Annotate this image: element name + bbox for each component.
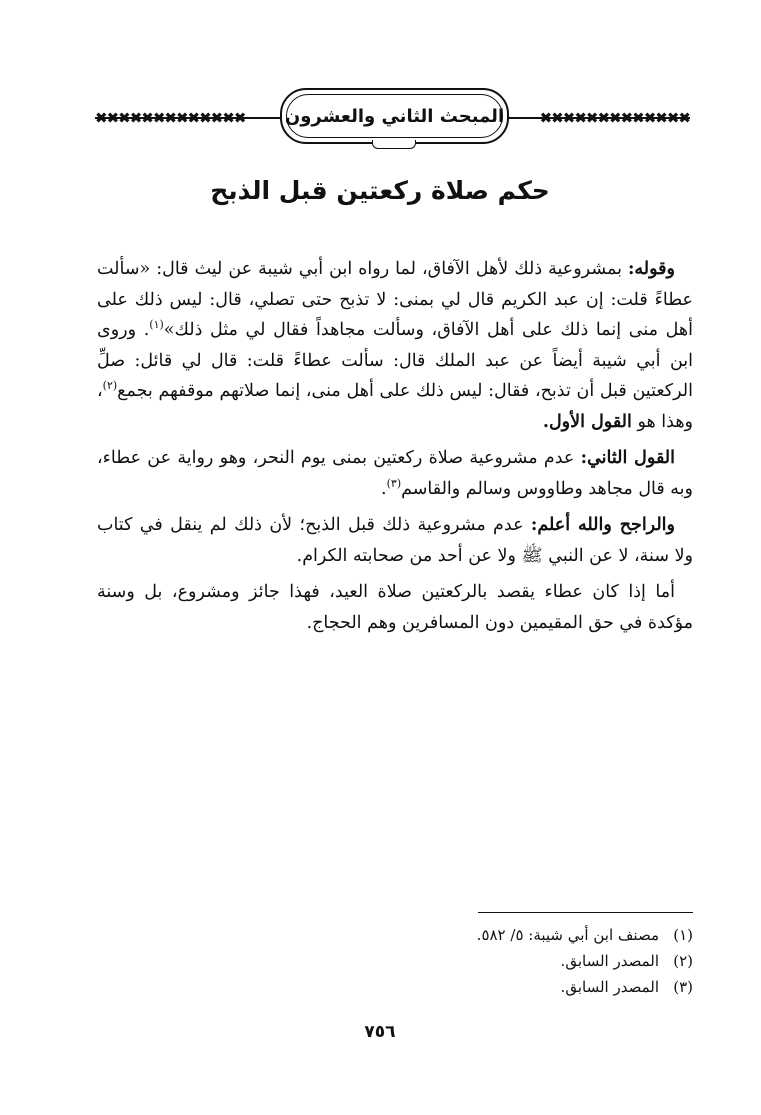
footnote-text: مصنف ابن أبي شيبة: ٥/ ٥٨٢. xyxy=(476,926,659,944)
paragraph-2-end: . xyxy=(381,478,387,499)
footnote-number: (٢) xyxy=(673,952,693,970)
paragraph-1-text-c: ، وهذا هو xyxy=(97,381,693,432)
section-label: المبحث الثاني والعشرون xyxy=(284,105,505,127)
paragraph-3-text: عدم مشروعية ذلك قبل الذبح؛ لأن ذلك لم ينقل في كتاب ولا سنة، لا عن النبي ﷺ ولا عن أحد من صحابته الكرام. xyxy=(97,515,693,566)
page-title: حكم صلاة ركعتين قبل الذبح xyxy=(210,176,550,205)
footnote-item xyxy=(300,974,693,1000)
page-number: ٧٥٦ xyxy=(364,1022,396,1042)
paragraph-4-text: أما إذا كان عطاء يقصد بالركعتين صلاة العيد، فهذا جائز ومشروع، بل وسنة مؤكدة في حق المقيمين دون المسافرين وهم الحجاج. xyxy=(97,582,693,633)
paragraph-1 xyxy=(97,254,693,437)
body-text xyxy=(97,254,693,644)
paragraph-1-text-b: . وروى ابن أبي شيبة أيضاً عن عبد الملك قال: سألت عطاءً قلت: قال لي قائل: صلِّ الركعتين قبل أن تذبح، فقال: ليس ذلك على أهل منى، إنما صلاتهم موقفهم بجمع xyxy=(97,320,693,401)
footnote-number: (١) xyxy=(673,926,693,944)
header-ornament-right: ✖✖✖✖✖✖✖✖✖✖✖✖✖ xyxy=(500,106,690,130)
footnote-ref-1[interactable]: (١) xyxy=(149,318,164,332)
section-header xyxy=(95,88,690,150)
header-ornament-left: ✖✖✖✖✖✖✖✖✖✖✖✖✖ xyxy=(95,106,285,130)
paragraph-1-text-a: بمشروعية ذلك لأهل الآفاق، لما رواه ابن أبي شيبة عن ليث قال: «سألت عطاءً قلت: إن عبد الكريم قال لي بمنى: لا تذبح حتى تصلي، قال: ليس ذلك على أهل منى إنما ذلك على أهل الآفاق، وسألت مجاهداً فقال لي مثل ذلك» xyxy=(97,259,693,340)
footnote-divider xyxy=(478,912,693,913)
footnote-item xyxy=(300,922,693,948)
footnote-number: (٣) xyxy=(673,978,693,996)
paragraph-3-lead: والراجح والله أعلم: xyxy=(530,515,675,535)
footnote-text: المصدر السابق. xyxy=(560,978,659,996)
footnote-ref-2[interactable]: (٢) xyxy=(102,379,118,393)
footnote-item xyxy=(300,948,693,974)
paragraph-2-lead: القول الثاني: xyxy=(580,448,675,468)
paragraph-1-bold-end: القول الأول. xyxy=(542,411,632,432)
paragraph-4 xyxy=(97,577,693,638)
paragraph-1-lead: وقوله: xyxy=(627,259,675,279)
footnote-ref-3[interactable]: (٣) xyxy=(386,476,402,490)
paragraph-2-text: عدم مشروعية صلاة ركعتين بمنى يوم النحر، وهو رواية عن عطاء، وبه قال مجاهد وطاووس وسالم والقاسم xyxy=(97,448,693,499)
paragraph-3 xyxy=(97,510,693,571)
section-cartouche xyxy=(280,88,509,144)
footnote-text: المصدر السابق. xyxy=(560,952,659,970)
footnotes xyxy=(300,922,693,1000)
paragraph-2 xyxy=(97,443,693,504)
cartouche-tab xyxy=(372,140,416,149)
